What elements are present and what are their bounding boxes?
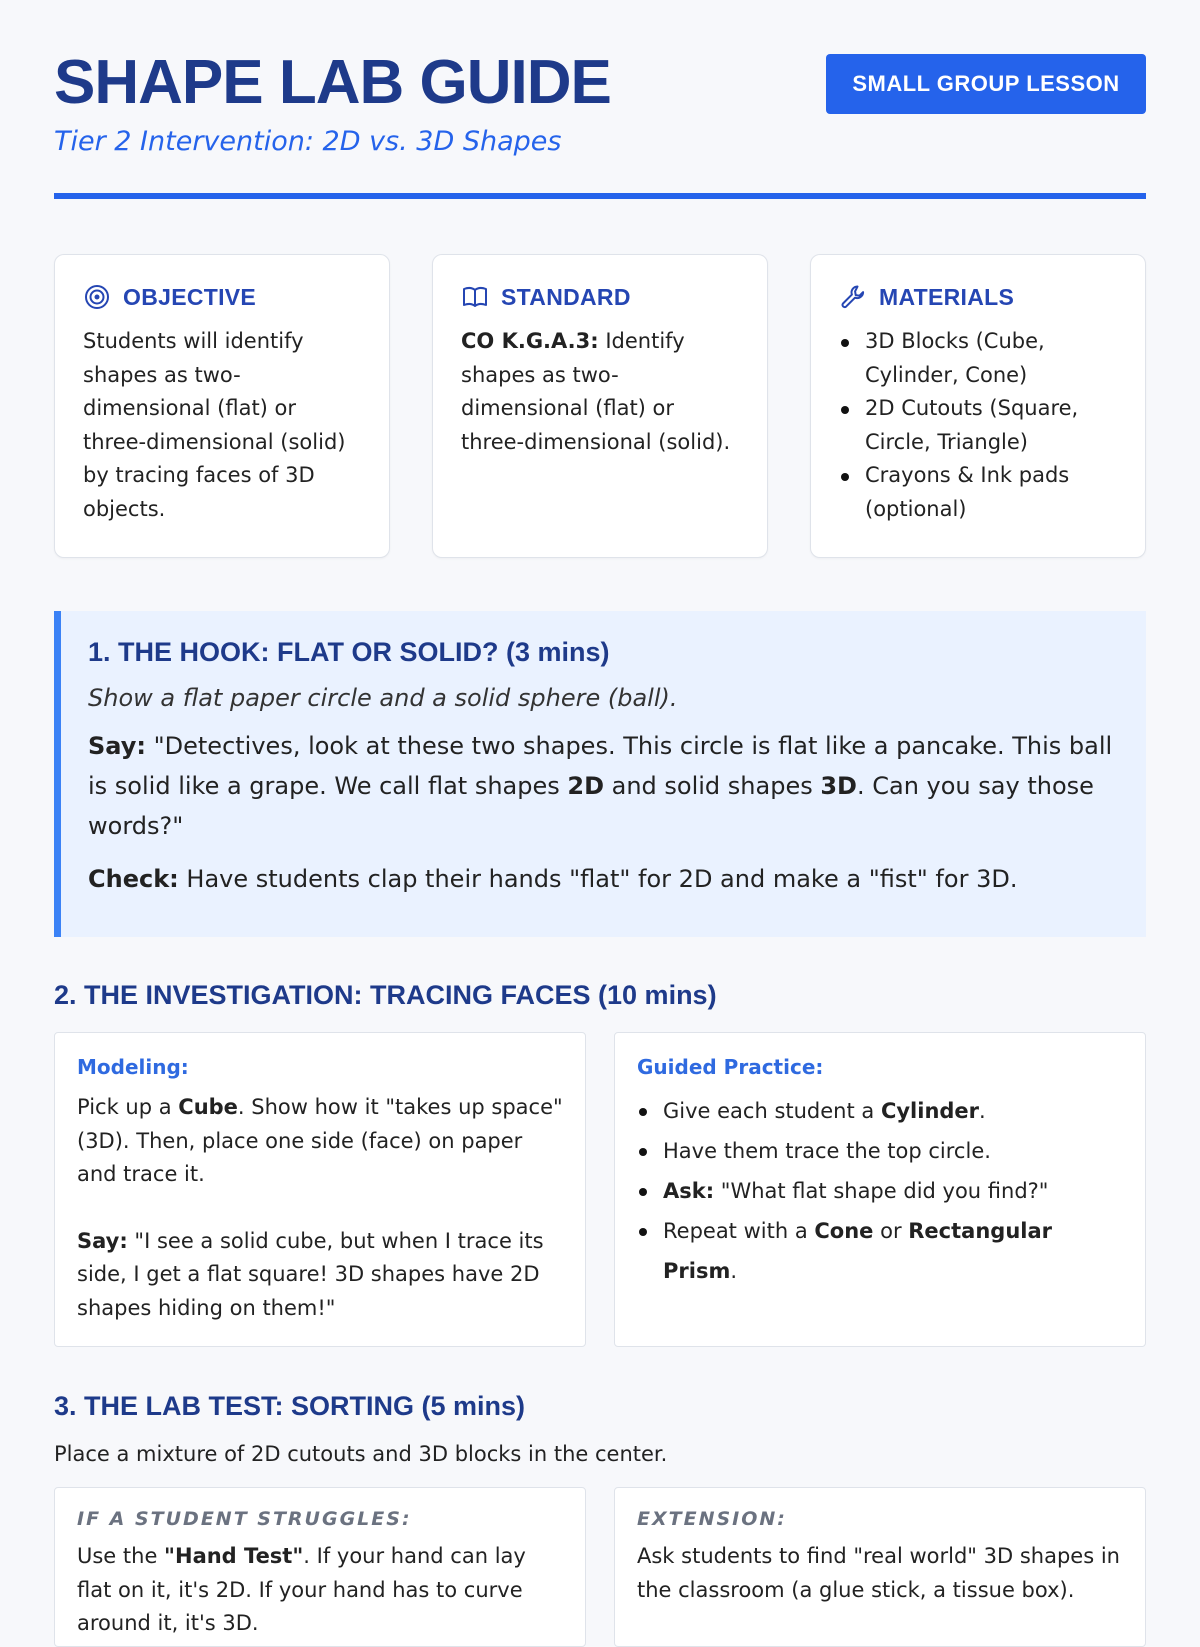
extension-box	[614, 1487, 1146, 1647]
hook-say: Say: "Detectives, look at these two shapes. This circle is flat like a pancake. This ball is solid like a grape. We call flat shapes 2D and solid shapes 3D. Can you say those words?"	[88, 732, 1113, 840]
investigation-title: 2. THE INVESTIGATION: TRACING FACES (10 mins)	[54, 980, 717, 1010]
page-title: SHAPE LAB GUIDE	[54, 48, 611, 117]
target-icon	[83, 283, 111, 311]
page-subtitle: Tier 2 Intervention: 2D vs. 3D Shapes	[54, 126, 562, 157]
modeling-text: Pick up a Cube. Show how it "takes up space" (3D). Then, place one side (face) on paper and trace it.	[77, 1095, 563, 1186]
materials-item: Crayons & Ink pads (optional)	[839, 459, 1117, 526]
modeling-label: Modeling:	[77, 1055, 189, 1079]
guided-practice-label: Guided Practice:	[637, 1055, 824, 1079]
standard-text: CO K.G.A.3: Identify shapes as two-dimensional (flat) or three-dimensional (solid).	[461, 329, 731, 454]
modeling-say: Say: "I see a solid cube, but when I trace its side, I get a flat square! 3D shapes have 2D shapes hiding on them!"	[77, 1228, 544, 1320]
struggle-label: IF A STUDENT STRUGGLES:	[77, 1508, 412, 1530]
list-item: Give each student a Cylinder.	[637, 1091, 1123, 1131]
materials-list	[839, 325, 1117, 526]
materials-card	[810, 254, 1146, 558]
struggle-text: Use the "Hand Test". If your hand can lay flat on it, it's 2D. If your hand has to curve around it, it's 3D.	[77, 1544, 526, 1635]
objective-title: OBJECTIVE	[123, 283, 257, 310]
hook-section	[54, 611, 1146, 937]
extension-label: EXTENSION:	[637, 1508, 787, 1530]
materials-item: 2D Cutouts (Square, Circle, Triangle)	[839, 392, 1117, 459]
wrench-icon	[839, 283, 867, 311]
standard-card	[432, 254, 768, 558]
lesson-type-badge: SMALL GROUP LESSON	[826, 54, 1146, 114]
hook-title: 1. THE HOOK: FLAT OR SOLID? (3 mins)	[88, 637, 610, 667]
labtest-section	[54, 1487, 1146, 1647]
labtest-intro: Place a mixture of 2D cutouts and 3D blocks in the center.	[54, 1442, 668, 1466]
list-item: Ask: "What flat shape did you find?"	[637, 1171, 1123, 1211]
list-item: Have them trace the top circle.	[637, 1131, 1123, 1171]
list-item: Repeat with a Cone or Rectangular Prism.	[637, 1211, 1123, 1291]
guided-practice-list	[637, 1091, 1123, 1291]
objective-card	[54, 254, 390, 558]
standard-code: CO K.G.A.3:	[461, 329, 599, 353]
standard-title: STANDARD	[501, 283, 631, 310]
investigation-section	[54, 1032, 1146, 1347]
hook-direction: Show a flat paper circle and a solid sphere (ball).	[88, 684, 678, 712]
materials-title: MATERIALS	[879, 283, 1015, 310]
page-header	[54, 0, 1146, 200]
objective-text: Students will identify shapes as two-dimensional (flat) or three-dimensional (solid) by tracing faces of 3D objects.	[83, 329, 346, 521]
header-divider	[54, 193, 1146, 199]
struggle-box	[54, 1487, 586, 1647]
info-cards	[54, 254, 1146, 558]
extension-text: Ask students to find "real world" 3D shapes in the classroom (a glue stick, a tissue box).	[637, 1544, 1120, 1602]
hook-check: Check: Have students clap their hands "flat" for 2D and make a "fist" for 3D.	[88, 865, 1018, 893]
materials-item: 3D Blocks (Cube, Cylinder, Cone)	[839, 325, 1117, 392]
labtest-title: 3. THE LAB TEST: SORTING (5 mins)	[54, 1391, 526, 1421]
guided-practice-box	[614, 1032, 1146, 1347]
modeling-box	[54, 1032, 586, 1347]
book-icon	[461, 283, 489, 311]
